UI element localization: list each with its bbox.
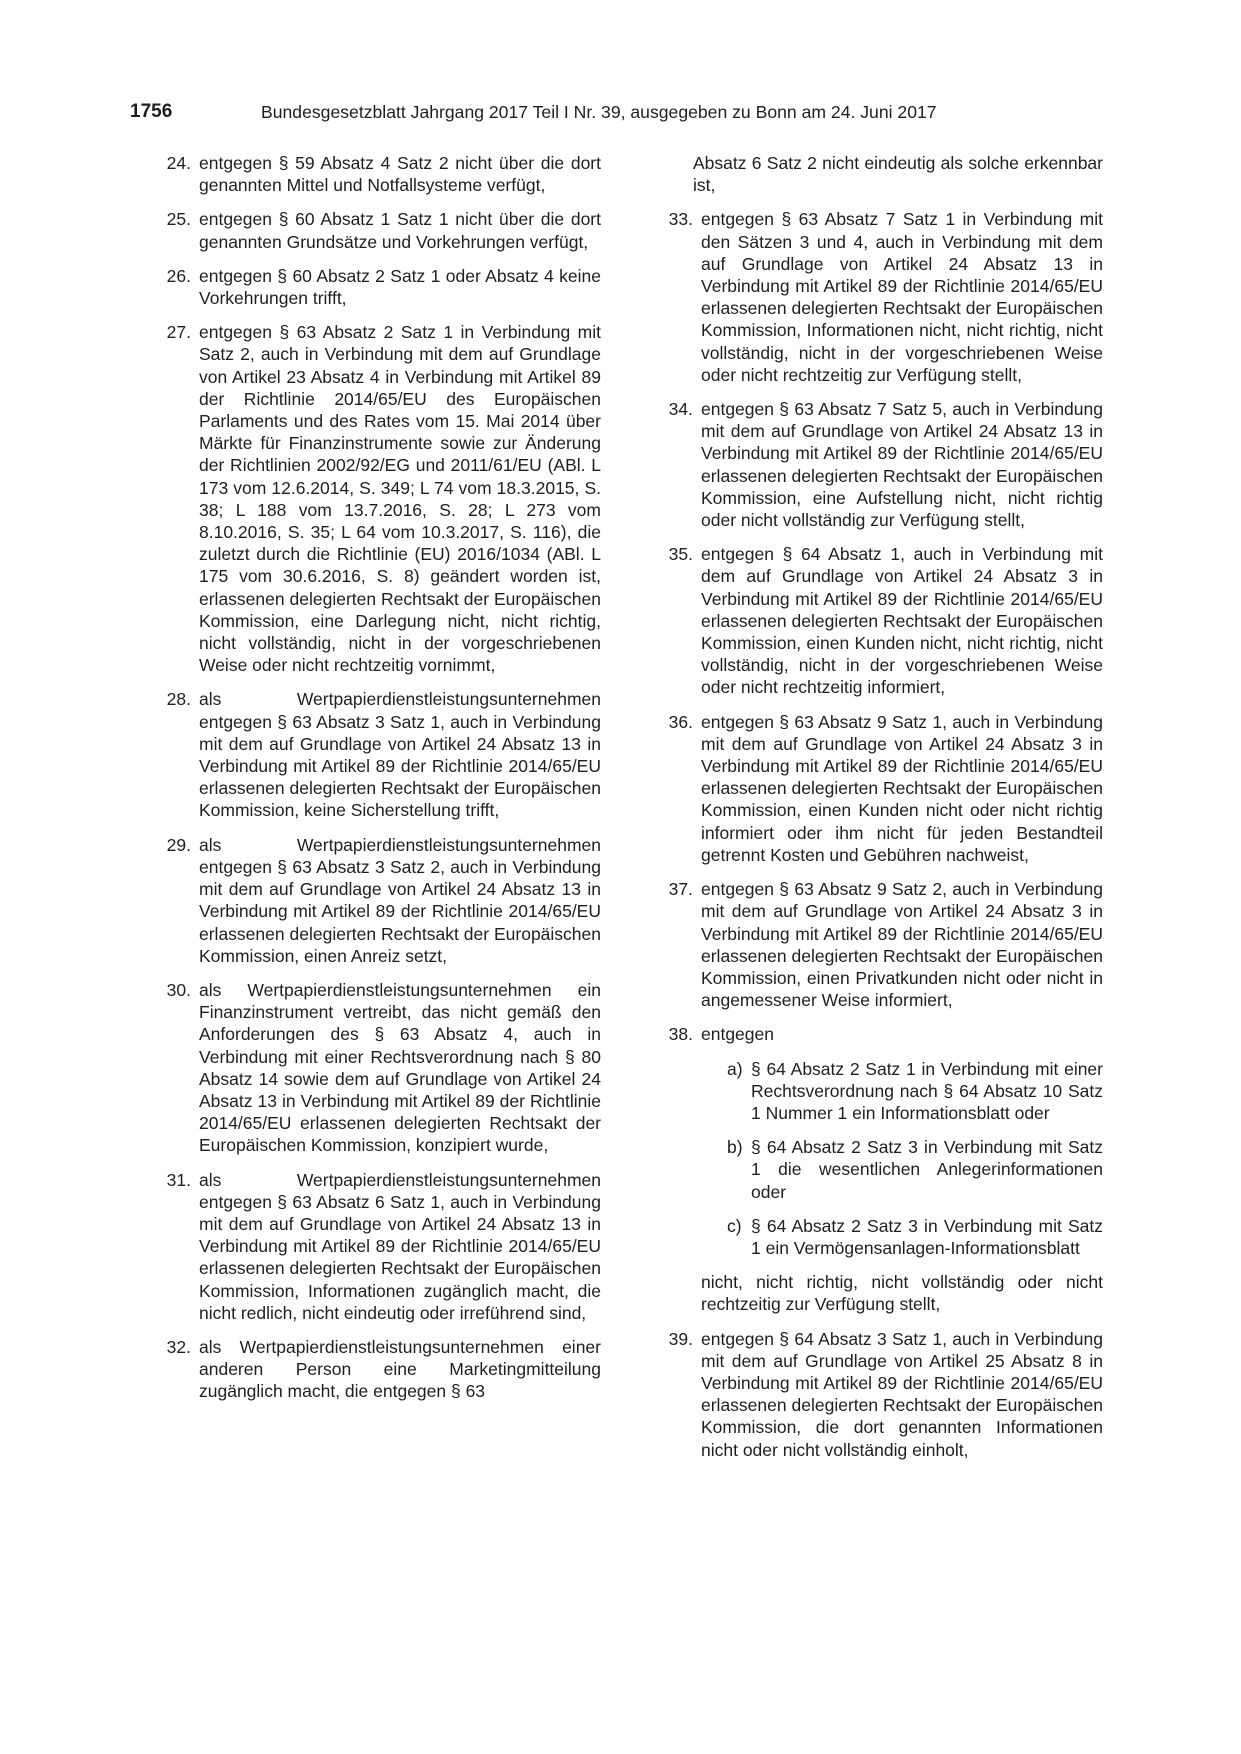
item-text: entgegen § 63 Absatz 7 Satz 5, auch in Verbindung mit dem auf Grundlage von Artikel 24 Absatz 13 in Verbindung mit Artikel 89 der Richtlinie 2014/65/EU erlassenen delegierten Rechtsakt der Europäischen Kommission, eine Aufstellung nicht, nicht richtig oder nicht vollständig zur Verfügung stellt,	[701, 399, 1103, 531]
item-text: als Wertpapierdienstleistungsunternehmen ein Finanzinstrument vertreibt, das nicht gemäß den Anforderungen des § 63 Absatz 4, auch in Verbindung mit einer Rechtsverordnung nach § 80 Absatz 14 sowie dem auf Grundlage von Artikel 24 Absatz 13 in Verbindung mit Artikel 89 der Richtlinie 2014/65/EU erlassenen delegierten Rechtsakt der Europäischen Kommission, konzipiert wurde,	[199, 979, 601, 1156]
item-number: 31.	[166, 1169, 191, 1190]
list-item	[668, 208, 1103, 386]
sub-list	[697, 1058, 1103, 1260]
item-text: entgegen § 64 Absatz 3 Satz 1, auch in Verbindung mit dem auf Grundlage von Artikel 25 Absatz 8 in Verbindung mit Artikel 89 der Richtlinie 2014/65/EU erlassenen delegierten Rechtsakt der Europäischen Kommission, die dort genannten Informationen nicht oder nicht vollständig einholt,	[701, 1328, 1103, 1460]
sub-item-text: § 64 Absatz 2 Satz 3 in Verbindung mit Satz 1 ein Vermögensanlagen-Informationsblatt	[751, 1215, 1103, 1258]
list-item	[668, 398, 1103, 531]
page-number: 1756	[130, 101, 173, 122]
item-number: 29.	[166, 834, 191, 855]
item-number: 24.	[166, 153, 191, 173]
page-header	[130, 100, 990, 126]
item-text: als Wertpapierdienstleistungsunternehmen einer anderen Person eine Marketingmitteilung zugänglich macht, die entgegen § 63	[199, 1336, 601, 1402]
item-body	[701, 1023, 1103, 1315]
list-item	[166, 834, 601, 967]
right-column	[668, 152, 1103, 1473]
list-item	[166, 321, 601, 676]
list-item	[668, 711, 1103, 866]
item-text: als Wertpapierdienstleistungsunternehmen entgegen § 63 Absatz 6 Satz 1, auch in Verbindung mit dem auf Grundlage von Artikel 24 Absatz 13 in Verbindung mit Artikel 89 der Richtlinie 2014/65/EU erlassenen delegierten Rechtsakt der Europäischen Kommission, Informationen zugänglich macht, die nicht redlich, nicht eindeutig oder irreführend sind,	[199, 1169, 601, 1323]
item-text: entgegen	[701, 1024, 774, 1045]
item-text: entgegen § 64 Absatz 1, auch in Verbindung mit dem auf Grundlage von Artikel 24 Absatz 3 in Verbindung mit Artikel 89 der Richtlinie 2014/65/EU erlassenen delegierten Rechtsakt der Europäischen Kommission, einen Kunden nicht, nicht richtig, nicht vollständig, nicht in der vorgeschriebenen Weise oder nicht rechtzeitig informiert,	[701, 544, 1103, 698]
list-item	[166, 1336, 601, 1403]
sub-item	[727, 1215, 1103, 1259]
list-item	[166, 688, 601, 821]
item-number: 37.	[668, 879, 693, 900]
list-item	[166, 979, 601, 1157]
item-tail-text: nicht, nicht richtig, nicht vollständig oder nicht rechtzeitig zur Verfügung stellt,	[701, 1272, 1103, 1315]
list-item	[166, 208, 601, 252]
list-item	[668, 543, 1103, 698]
item-number: 33.	[668, 209, 693, 230]
item-number: 25.	[166, 209, 191, 230]
sub-item	[727, 1136, 1103, 1203]
sub-item	[727, 1058, 1103, 1125]
sub-item-text: § 64 Absatz 2 Satz 3 in Verbindung mit Satz 1 die wesentlichen Anlegerinformationen oder	[751, 1137, 1103, 1202]
item-text: entgegen § 60 Absatz 2 Satz 1 oder Absatz 4 keine Vorkehrungen trifft,	[199, 265, 601, 309]
item-text: als Wertpapierdienstleistungsunternehmen entgegen § 63 Absatz 3 Satz 1, auch in Verbindung mit dem auf Grundlage von Artikel 24 Absatz 13 in Verbindung mit Artikel 89 der Richtlinie 2014/65/EU erlassenen delegierten Rechtsakt der Europäischen Kommission, keine Sicherstellung trifft,	[199, 689, 601, 821]
item-number: 27.	[166, 322, 191, 343]
item-text: entgegen § 63 Absatz 7 Satz 1 in Verbindung mit den Sätzen 3 und 4, auch in Verbindung mit dem auf Grundlage von Artikel 24 Absatz 13 in Verbindung mit Artikel 89 der Richtlinie 2014/65/EU erlassenen delegierten Rechtsakt der Europäischen Kommission, Informationen nicht, nicht richtig, nicht vollständig, nicht in der vorgeschriebenen Weise oder nicht rechtzeitig zur Verfügung stellt,	[701, 209, 1103, 385]
item-number: 34.	[668, 399, 693, 420]
list-item	[668, 1023, 1103, 1315]
sub-item-letter: a)	[727, 1058, 743, 1079]
left-column	[166, 152, 601, 1415]
item-number: 28.	[166, 689, 191, 710]
item-number: 39.	[668, 1328, 693, 1349]
list-item	[166, 152, 601, 196]
item-number: 36.	[668, 711, 693, 732]
item-text: entgegen § 60 Absatz 1 Satz 1 nicht über die dort genannten Grundsätze und Vorkehrungen verfügt,	[199, 209, 601, 252]
item-text: als Wertpapierdienstleistungsunternehmen entgegen § 63 Absatz 3 Satz 2, auch in Verbindung mit dem auf Grundlage von Artikel 24 Absatz 13 in Verbindung mit Artikel 89 der Richtlinie 2014/65/EU erlassenen delegierten Rechtsakt der Europäischen Kommission, einen Anreiz setzt,	[199, 834, 601, 966]
item-number: 26.	[166, 265, 191, 286]
list-item	[668, 878, 1103, 1011]
sub-item-text: § 64 Absatz 2 Satz 1 in Verbindung mit einer Rechtsverordnung nach § 64 Absatz 10 Satz 1 Nummer 1 ein Informationsblatt oder	[751, 1058, 1103, 1123]
item-text: entgegen § 63 Absatz 9 Satz 2, auch in Verbindung mit dem auf Grundlage von Artikel 24 Absatz 3 in Verbindung mit Artikel 89 der Richtlinie 2014/65/EU erlassenen delegierten Rechtsakt der Europäischen Kommission, einen Privatkunden nicht oder nicht in angemessener Weise informiert,	[701, 879, 1103, 1011]
item-number: 30.	[166, 979, 191, 1000]
sub-item-letter: b)	[727, 1137, 743, 1158]
item-number: 32.	[166, 1336, 191, 1357]
item-text: entgegen § 63 Absatz 2 Satz 1 in Verbindung mit Satz 2, auch in Verbindung mit dem auf Grundlage von Artikel 23 Absatz 4 in Verbindung mit Artikel 89 der Richtlinie 2014/65/EU des Europäischen Parlaments und des Rates vom 15. Mai 2014 über Märkte für Finanzinstrumente sowie zur Änderung der Richtlinien 2002/92/EG und 2011/61/EU (ABl. L 173 vom 12.6.2014, S. 349; L 74 vom 18.3.2015, S. 38; L 188 vom 13.7.2016, S. 28; L 273 vom 8.10.2016, S. 35; L 64 vom 10.3.2017, S. 116), die zuletzt durch die Richtlinie (EU) 2016/1034 (ABl. L 175 vom 30.6.2016, S. 8) geändert worden ist, erlassenen delegierten Rechtsakt der Europäischen Kommission, eine Darlegung nicht, nicht richtig, nicht vollständig, nicht in der vorgeschriebenen Weise oder nicht rechtzeitig vornimmt,	[199, 322, 601, 676]
sub-item-letter: c)	[727, 1215, 742, 1236]
item-text: entgegen § 59 Absatz 4 Satz 2 nicht über die dort genannten Mittel und Notfallsysteme verfügt,	[199, 153, 601, 196]
item-continuation: Absatz 6 Satz 2 nicht eindeutig als solche erkennbar ist,	[693, 153, 1103, 196]
list-item	[166, 1169, 601, 1324]
item-number: 35.	[668, 544, 693, 565]
item-text: entgegen § 63 Absatz 9 Satz 1, auch in Verbindung mit dem auf Grundlage von Artikel 24 Absatz 3 in Verbindung mit Artikel 89 der Richtlinie 2014/65/EU erlassenen delegierten Rechtsakt der Europäischen Kommission, einen Kunden nicht oder nicht richtig informiert oder ihm nicht für jeden Bestandteil getrennt Kosten und Gebühren nachweist,	[701, 711, 1103, 865]
list-item	[166, 265, 601, 309]
item-number: 38.	[668, 1024, 693, 1045]
running-title: Bundesgesetzblatt Jahrgang 2017 Teil I Nr. 39, ausgegeben zu Bonn am 24. Juni 2017	[261, 102, 937, 122]
list-item	[668, 1328, 1103, 1461]
